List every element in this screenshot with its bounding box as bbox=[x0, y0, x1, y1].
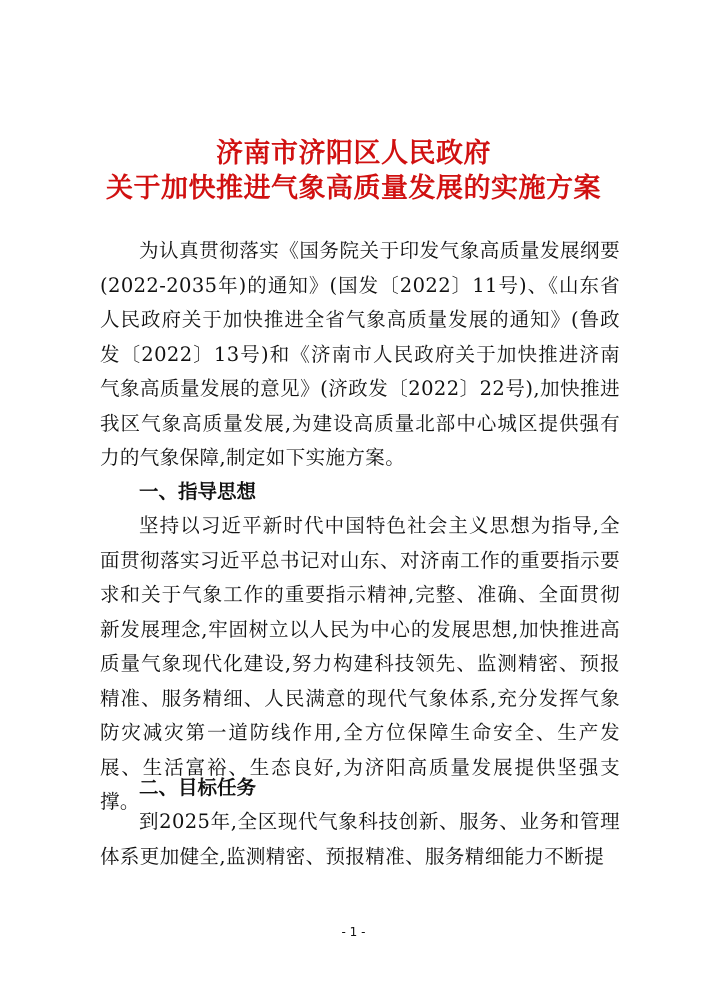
goals-paragraph: 到2025年,全区现代气象科技创新、服务、业务和管理体系更加健全,监测精密、预报精准、服务精细能力不断提 bbox=[100, 810, 620, 868]
section-heading-goals: 二、目标任务 bbox=[139, 776, 257, 799]
page-number: - 1 - bbox=[341, 925, 366, 939]
guiding-ideology-paragraph: 坚持以习近平新时代中国特色社会主义思想为指导,全面贯彻落实习近平总书记对山东、对济南工作的重要指示要求和关于气象工作的重要指示精神,完整、准确、全面贯彻新发展理念,牢固树立以人民为中心的发展思想,加快推进高质量气象现代化建设,努力构建科技领先、监测精密、预报精准、服务精细、人民满意的现代气象体系,充分发挥气象防灾减灾第一道防线作用,全方位保障生命安全、生产发展、生活富裕、生态良好,为济阳高质量发展提供坚强支撑。 bbox=[100, 514, 620, 813]
document-title-line2: 关于加快推进气象高质量发展的实施方案 bbox=[106, 173, 601, 204]
document-title-line1: 济南市济阳区人民政府 bbox=[216, 138, 491, 169]
section-heading-guiding-ideology: 一、指导思想 bbox=[139, 480, 257, 503]
intro-paragraph: 为认真贯彻落实《国务院关于印发气象高质量发展纲要(2022-2035年)的通知》(国发〔2022〕11号)、《山东省人民政府关于加快推进全省气象高质量发展的通知》(鲁政发〔2022〕13号)和《济南市人民政府关于加快推进济南气象高质量发展的意见》(济政发〔2022〕22号),加快推进我区气象高质量发展,为建设高质量北部中心城区提供强有力的气象保障,制定如下实施方案。 bbox=[100, 239, 620, 469]
